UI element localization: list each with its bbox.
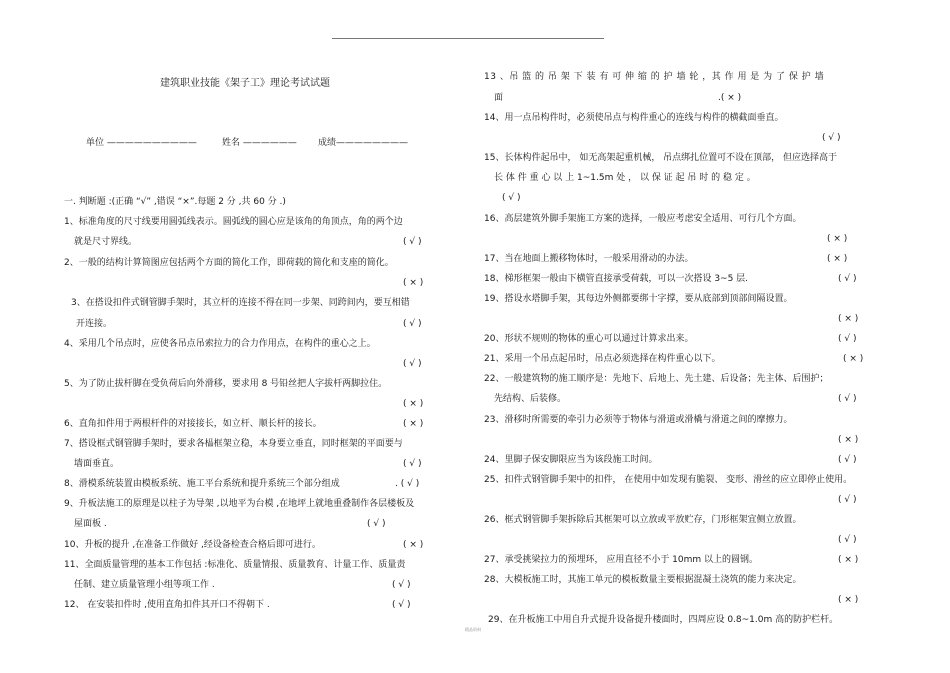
question-line: 14、用一点吊构件时，必须使吊点与构件重心的连线与构件的横截面垂直。 xyxy=(484,113,784,123)
question-line: 4、采用几个吊点时，应使各吊点吊索拉力的合力作用点，在构件的重心之上。 xyxy=(64,339,376,349)
answer-mark: ( × ) xyxy=(838,595,859,605)
question-line: 长 体 件 重 心 以 上 1~1.5m 处 ， 以 保 证 起 吊 时 的 稳 定 。 xyxy=(494,173,756,183)
question-line: 7、搭设框式钢管脚手架时，要求各榀框架立稳，本身要立垂直，同时框架的平面要与 xyxy=(64,439,403,449)
question-line: 6、直角扣件用于两根杆件的对接接长，如立杆、顺长杆的接长。 xyxy=(64,419,322,429)
exam-title: 建筑职业技能《架子工》理论考试试题 xyxy=(160,78,330,89)
question-line: 3、在搭设扣件式钢管脚手架时，其立杆的连接不得在同一步架、同跨间内，要互相错 xyxy=(71,298,410,308)
answer-mark: ( √ ) xyxy=(838,495,857,505)
question-line: 20、形状不规则的物体的重心可以通过计算求出来。 xyxy=(484,334,694,344)
question-line: 21、采用一个吊点起吊时，吊点必须选择在构件重心以下。 xyxy=(484,354,721,364)
answer-mark: ( √ ) xyxy=(367,519,386,529)
top-rule xyxy=(332,38,604,39)
score-blank: ———————— xyxy=(336,138,409,148)
answer-mark: ( × ) xyxy=(838,435,859,445)
answer-mark: ( × ) xyxy=(403,278,424,288)
question-line: 24、里脚子保安脚限应当为该段施工时间。 xyxy=(484,455,658,465)
answer-mark: . ( √ ) xyxy=(395,479,420,489)
name-field xyxy=(222,139,297,148)
question-line: 27、承受挑梁拉力的预埋环， 应用直径不小于 10mm 以上的圆钢。 xyxy=(484,555,759,565)
answer-mark: ( × ) xyxy=(403,399,424,409)
question-line: 10、升板的提升 ,在准备工作做好 ,经设备检查合格后即可进行。 xyxy=(64,540,321,550)
question-line: 任制、建立质量管理小组等项工作 . xyxy=(74,580,215,590)
answer-mark: ( √ ) xyxy=(838,455,857,465)
question-line: 22、一般建筑物的施工顺序是：先地下、后地上、先土建、后设备；先主体、后围护； xyxy=(484,374,829,384)
question-line: 12、 在安装扣件时 ,使用直角扣件其开口不得朝下 . xyxy=(64,600,270,610)
question-line: 18、梯形框架一般由下横管直接承受荷载，可以一次搭设 3~5 层. xyxy=(484,274,749,284)
answer-mark: ( √ ) xyxy=(392,580,411,590)
answer-mark: ( √ ) xyxy=(403,359,422,369)
answer-mark: ( √ ) xyxy=(403,459,422,469)
answer-mark: ( × ) xyxy=(838,314,859,324)
answer-mark: ( √ ) xyxy=(403,319,422,329)
question-line: 面 xyxy=(494,93,504,103)
question-line: 5、为了防止拔杆脚在受负荷后向外滑移，要求用 8 号铅丝把人字拔杆两脚拉住。 xyxy=(64,379,388,389)
question-line: 15、长体构件起吊中， 如无高架起重机械， 吊点绑扎位置可不设在顶部， 但应选择高于 xyxy=(484,153,838,163)
score-label: 成绩 xyxy=(318,138,337,148)
question-line: 先结构、后装修。 xyxy=(494,394,567,404)
question-line: 26、框式钢管脚手架拆除后其框架可以立放或平放贮存，门形框架宜侧立放置。 xyxy=(484,515,802,525)
answer-mark: ( √ ) xyxy=(403,237,422,247)
answer-mark: ( √ ) xyxy=(392,600,411,610)
name-blank: —————— xyxy=(242,138,297,148)
question-line: 墙面垂直。 xyxy=(74,459,120,469)
question-line: 17、当在地面上搬移物体时，一般采用滑动的办法。 xyxy=(484,254,694,264)
answer-mark: ( √ ) xyxy=(838,334,857,344)
question-line: 屋面板 . xyxy=(74,519,107,529)
question-line: 23、滑移时所需要的牵引力必须等于物体与滑道或滑橇与滑道之间的摩擦力。 xyxy=(484,415,793,425)
answer-mark: ( × ) xyxy=(838,555,859,565)
answer-mark: ( × ) xyxy=(403,540,424,550)
answer-mark: .( × ) xyxy=(718,93,742,103)
question-line: 1、标准角度的尺寸线要用圆弧线表示。圆弧线的圆心应是该角的角顶点，角的两个边 xyxy=(64,217,403,227)
question-line: 就是尺寸界线。 xyxy=(74,237,138,247)
question-line: 9、升板法施工的原理是以柱子为导架 ,以地平为台模 ,在地坪上就地重叠制作各层楼板及 xyxy=(64,499,415,509)
footer-note: 精品资料 xyxy=(465,627,481,632)
question-line: 25、扣件式钢管脚手架中的扣件， 在使用中如发现有脆裂、 变形、滑丝的应立即停止使用。 xyxy=(484,475,853,485)
score-field xyxy=(318,139,408,148)
section-heading: 一. 判断题 :(正确 “√” ,错误 “×”.每题 2 分 ,共 60 分 .) xyxy=(64,197,286,207)
question-line: 29、在升板施工中用自升式提升设备提升楼面时，四周应设 0.8~1.0m 高的防护栏杆。 xyxy=(488,615,839,625)
question-line: 16、高层建筑外脚手架施工方案的选择，一般应考虑安全适用、可行几个方面。 xyxy=(484,214,802,224)
answer-mark: ( √ ) xyxy=(838,394,857,404)
question-line: 28、大模板施工时，其施工单元的模板数量主要根据混凝土浇筑的能力来决定。 xyxy=(484,575,802,585)
unit-field xyxy=(86,139,197,148)
answer-mark: ( × ) xyxy=(827,254,848,264)
question-line: 11、全面质量管理的基本工作包括 :标准化、质量情报、质量教育、计量工作、质量责 xyxy=(64,560,406,570)
question-line: 13 、吊 篮 的 吊 架 下 装 有 可 伸 缩 的 护 墙 轮 ，其 作 用 是 为 了 保 护 墙 xyxy=(484,72,825,82)
answer-mark: ( × ) xyxy=(843,354,864,364)
question-line: 2、一般的结构计算简图应包括两个方面的简化工作，即荷载的简化和支座的简化。 xyxy=(64,258,394,268)
answer-mark: ( × ) xyxy=(827,234,848,244)
unit-label: 单位 xyxy=(86,138,107,148)
question-line: 开连接。 xyxy=(76,319,113,329)
name-label: 姓名 xyxy=(222,138,243,148)
unit-blank: —————————— xyxy=(106,138,197,148)
question-line: 19、搭设水塔脚手架，其每边外侧都要绑十字撑，要从底部到顶部间隔设置。 xyxy=(484,294,793,304)
answer-mark: ( √ ) xyxy=(822,133,841,143)
answer-mark: ( √ ) xyxy=(838,535,857,545)
answer-mark: ( √ ) xyxy=(838,274,857,284)
answer-mark: ( × ) xyxy=(403,419,424,429)
question-line: 8、滑模系统装置由模板系统、施工平台系统和提升系统三个部分组成 xyxy=(64,479,340,489)
answer-mark: ( √ ) xyxy=(502,193,521,203)
